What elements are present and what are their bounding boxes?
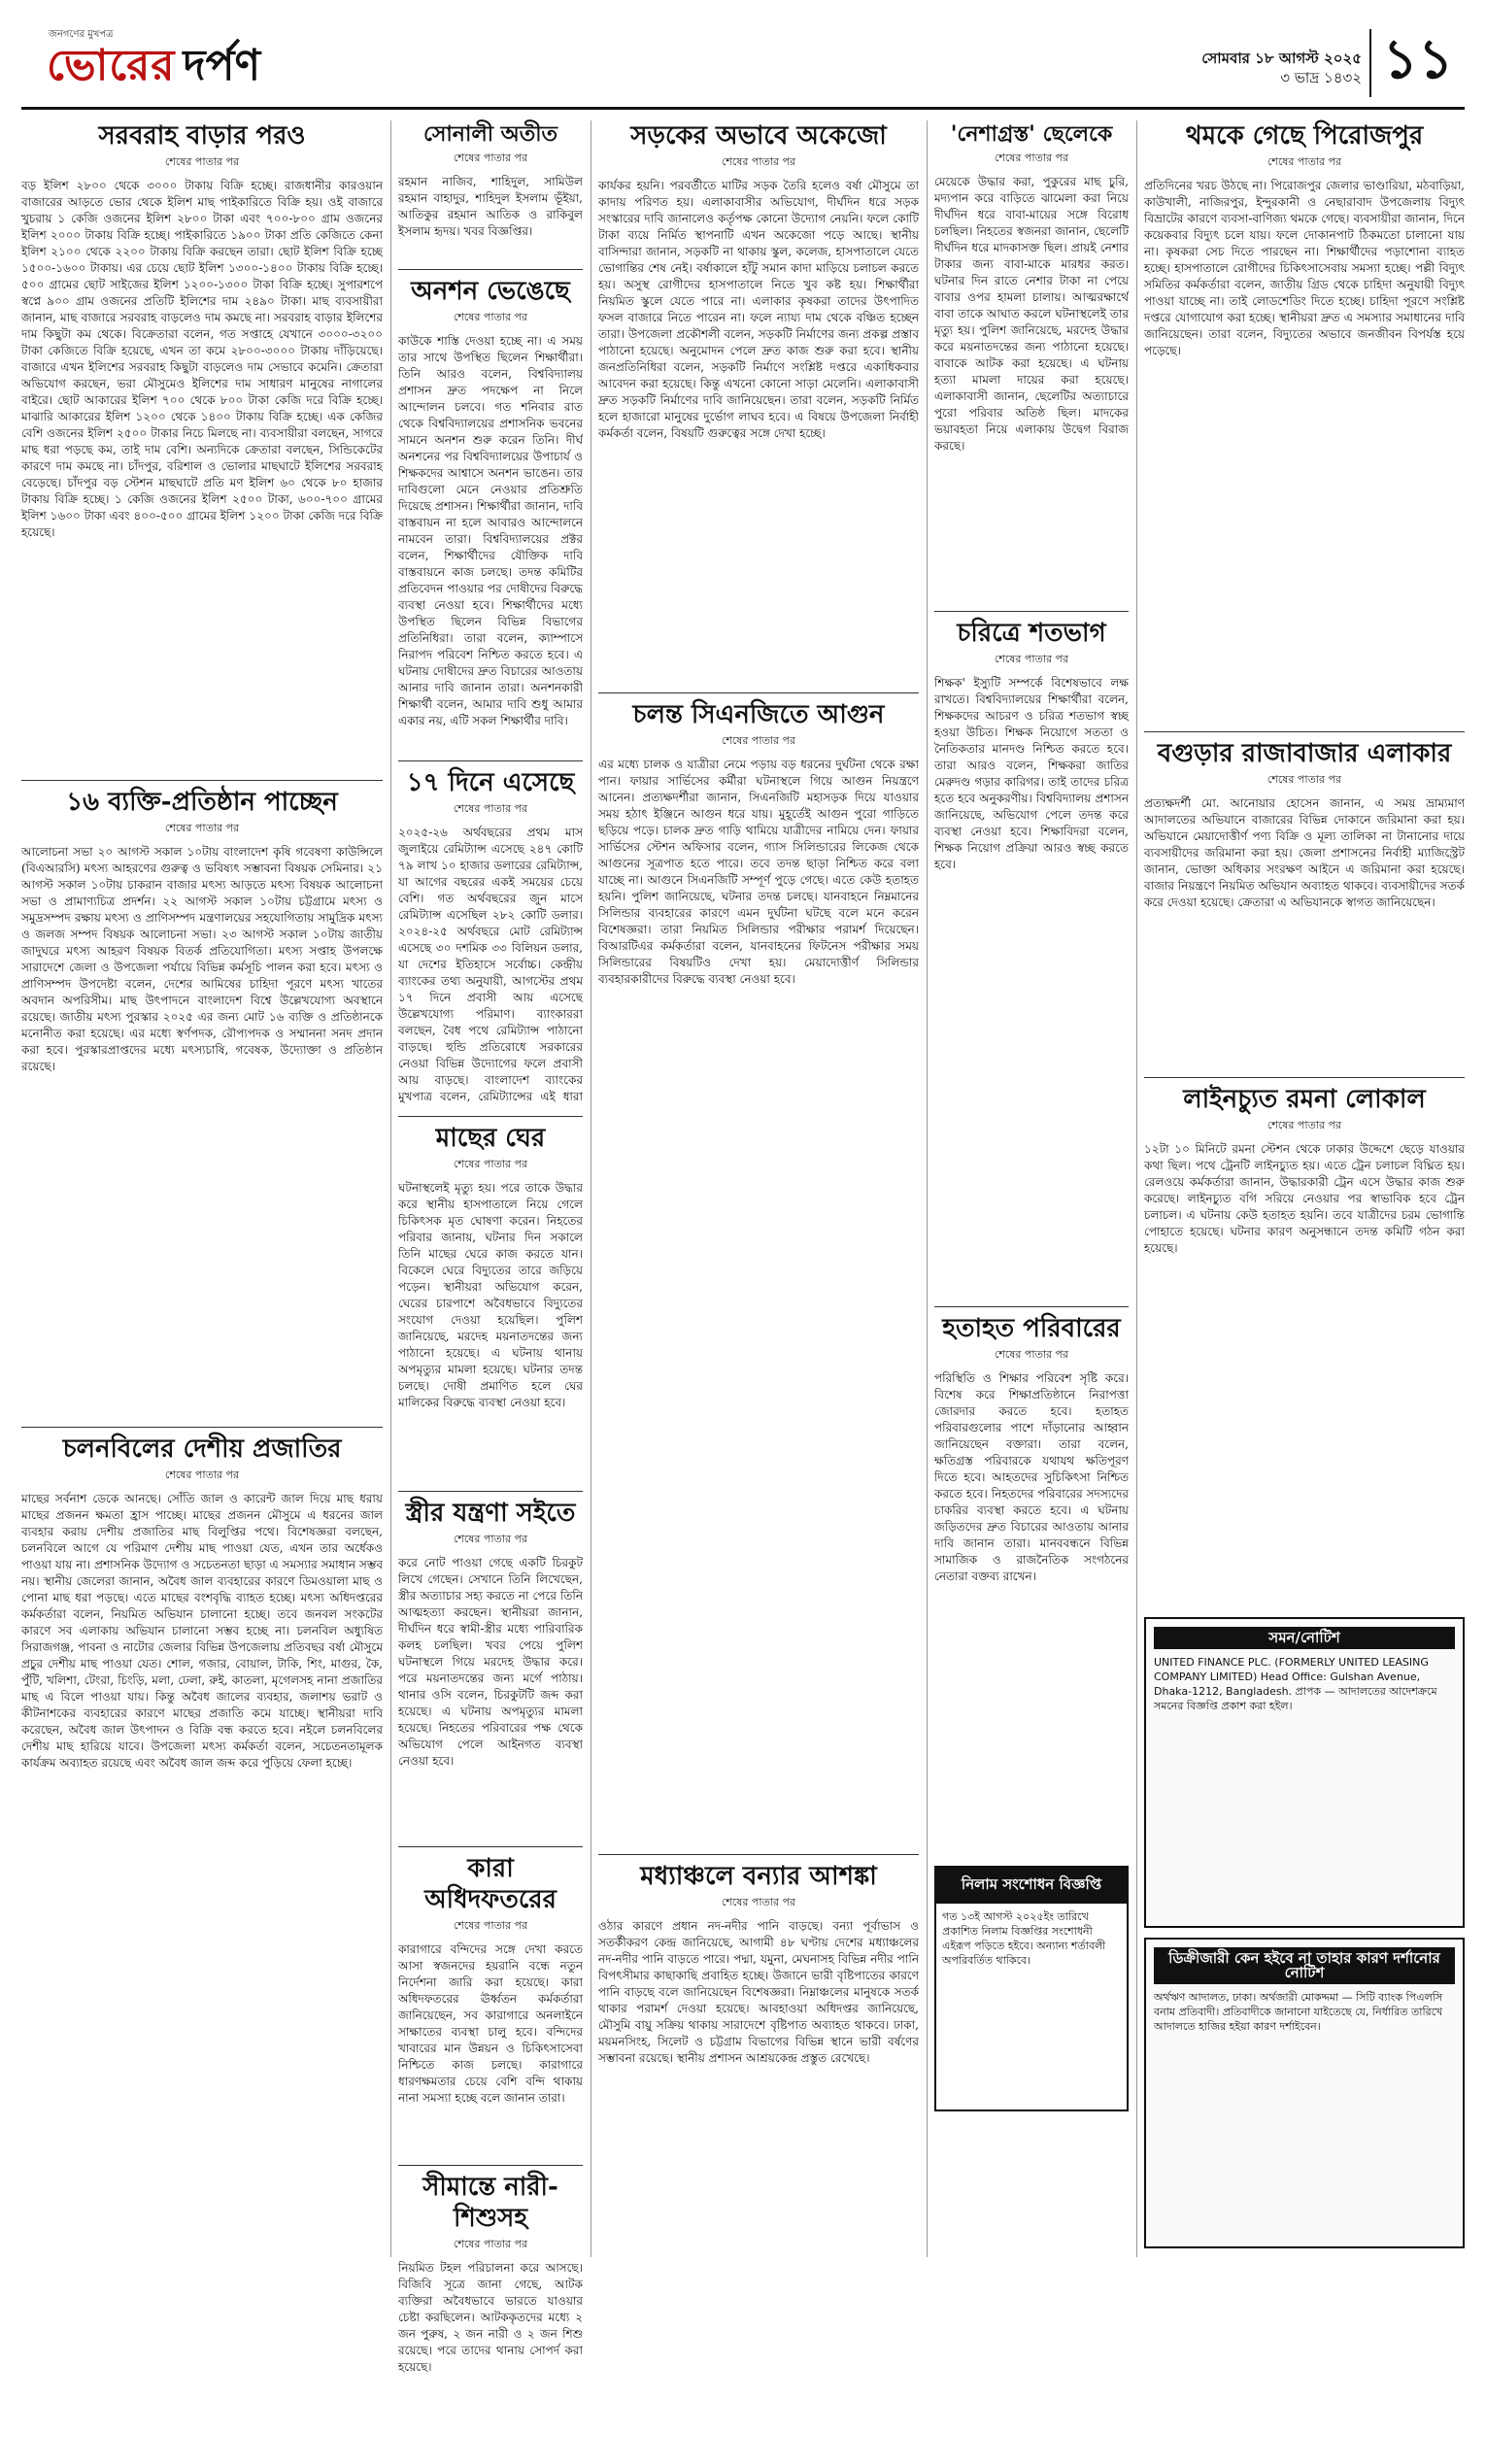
column-4	[934, 120, 1129, 2111]
continuation-label: শেষের পাতার পর	[453, 1533, 528, 1545]
summons-notice-body: UNITED FINANCE PLC. (FORMERLY UNITED LEASING COMPANY LIMITED) Head Office: Gulshan Avenue, Dhaka-1212, Bangladesh. প্রাপক — আদালতের আদেশক্রমে সমনের বিজ্ঞপ্তি প্রকাশ করা হইল।	[1154, 1656, 1437, 1712]
article-body: ১২টা ১০ মিনিটে রমনা স্টেশন থেকে ঢাকার উদ্দেশে ছেড়ে যাওয়ার কথা ছিল। পথে ট্রেনটি লাইনচ্যুত হয়। এতে ট্রেন চলাচল বিঘ্নিত হয়। রেলওয়ে কর্মকর্তারা জানান, উদ্ধারকারী ট্রেন এসে উদ্ধার কাজ শুরু করেছে। লাইনচ্যুত বগি সরিয়ে নেওয়ার পর স্বাভাবিক হবে ট্রেন চলাচল। এ ঘটনায় কেউ হতাহত হয়নি। তবে যাত্রীদের চরম ভোগান্তি পোহাতে হয়েছে। ঘটনার কারণ অনুসন্ধানে তদন্ত কমিটি গঠন করা হয়েছে।	[1144, 1142, 1465, 1255]
article	[598, 120, 919, 683]
article	[934, 618, 1129, 1297]
continuation-label: শেষের পাতার পর	[453, 311, 528, 323]
headline: বগুড়ার রাজাবাজার এলাকার	[1157, 739, 1452, 768]
article	[398, 276, 583, 751]
headline: সোনালী অতীত	[422, 121, 558, 147]
article	[934, 120, 1129, 601]
continuation-label: শেষের পাতার পর	[994, 152, 1069, 164]
continuation-label: শেষের পাতার পর	[453, 152, 528, 164]
headline: থমকে গেছে পিরোজপুর	[1185, 121, 1424, 151]
headline: সীমান্তে নারী-শিশুসহ	[422, 2173, 558, 2233]
article-body: কারাগারে বন্দিদের সঙ্গে দেখা করতে আসা স্বজনদের হয়রানি বন্ধে নতুন নির্দেশনা জারি করা হয়েছে। কারা অধিদফতরের ঊর্ধ্বতন কর্মকর্তারা জানিয়েছেন, সব কারাগারে অনলাইনে সাক্ষাতের ব্যবস্থা চালু হবে। বন্দিদের খাবারের মান উন্নয়ন ও চিকিৎসাসেবা নিশ্চিতে কাজ চলছে। কারাগারে ধারণক্ষমতার চেয়ে বেশি বন্দি থাকায় নানা সমস্যা হচ্ছে বলে জানান তারা।	[398, 1942, 583, 2105]
continuation-label: শেষের পাতার পর	[453, 2238, 528, 2250]
continuation-label: শেষের পাতার পর	[453, 1919, 528, 1932]
article	[398, 1498, 583, 1837]
headline: মধ্যাঞ্চলে বন্যার আশঙ্কা	[640, 1862, 877, 1891]
continuation-label: শেষের পাতার পর	[164, 822, 240, 834]
headline: চলনবিলের দেশীয় প্রজাতির	[62, 1435, 342, 1464]
page-number: ১১	[1369, 29, 1465, 97]
continuation-label: শেষের পাতার পর	[721, 1896, 796, 1908]
article-body: মেয়েকে উদ্ধার করা, পুকুরের মাছ চুরি, মদ্যপান করে বাড়িতে ঝামেলা করা নিয়ে দীর্ঘদিন ধরে বাবা-মায়ের সঙ্গে বিরোধ চলছিল। নিহতের স্বজনরা জানান, ছেলেটি দীর্ঘদিন ধরে মাদকাসক্ত ছিল। প্রায়ই নেশার টাকার জন্য বাবা-মাকে মারধর করত। ঘটনার দিন রাতে নেশার টাকা না পেয়ে বাবার ওপর হামলা চালায়। আত্মরক্ষার্থে বাবা তাকে আঘাত করলে ঘটনাস্থলেই তার মৃত্যু হয়। পুলিশ জানিয়েছে, মরদেহ উদ্ধার করে ময়নাতদন্তের জন্য পাঠানো হয়েছে। বাবাকে আটক করা হয়েছে। এ ঘটনায় হত্যা মামলা দায়ের করা হয়েছে। এলাকাবাসী জানান, ছেলেটির অত্যাচারে পুরো পরিবার অতিষ্ঠ ছিল। মাদকের ভয়াবহতা নিয়ে এলাকায় উদ্বেগ বিরাজ করছে।	[934, 175, 1129, 453]
article	[1144, 120, 1465, 722]
article	[934, 1313, 1129, 1856]
newspaper-page	[21, 14, 1465, 2374]
date-bangla: ৩ ভাদ্র ১৪৩২	[1280, 69, 1362, 86]
continuation-label: শেষের পাতার পর	[453, 1158, 528, 1170]
article	[21, 787, 383, 1417]
continuation-label: শেষের পাতার পর	[1266, 773, 1342, 786]
article-body: মাছের সর্বনাশ ডেকে আনছে। সোঁতি জাল ও কারেন্ট জাল দিয়ে মাছ ধরায় মাছের প্রজনন ক্ষমতা হ্রাস পাচ্ছে। মাছের প্রজনন মৌসুমে এ ধরনের জাল ব্যবহার করায় দেশীয় প্রজাতির মাছ বিলুপ্তির পথে। বিশেষজ্ঞরা বলছেন, চলনবিলে আগে যে পরিমাণ দেশীয় মাছ পাওয়া যেত, এখন তার অর্ধেকও পাওয়া যায় না। প্রশাসনিক উদ্যোগ ও সচেতনতা ছাড়া এ সমস্যার সমাধান সম্ভব নয়। স্থানীয় জেলেরা জানান, অবৈধ জাল ব্যবহারের কারণে ডিমওয়ালা মাছ ও পোনা মাছ ধরা পড়ছে। এতে মাছের বংশবৃদ্ধি ব্যাহত হচ্ছে। মৎস্য অধিদপ্তরের কর্মকর্তারা বলেন, নিয়মিত অভিযান চালানো হচ্ছে। তবে জনবল সংকটের কারণে সব এলাকায় অভিযান চালানো সম্ভব হচ্ছে না। চলনবিল অধ্যুষিত সিরাজগঞ্জ, পাবনা ও নাটোর জেলার বিভিন্ন উপজেলায় প্রতিবছর বর্ষা মৌসুমে প্রচুর দেশীয় মাছ পাওয়া যেত। শোল, গজার, বোয়াল, টাকি, শিং, মাগুর, কৈ, পুঁটি, খলিশা, টেংরা, চিংড়ি, মলা, ঢেলা, রুই, কাতলা, মৃগেলসহ নানা প্রজাতির মাছ এ বিলে পাওয়া যায়। কিন্তু অবৈধ জালের ব্যবহার, জলাশয় ভরাট ও কীটনাশকের ব্যবহারের কারণে মাছের প্রজাতি কমে যাচ্ছে। স্থানীয়রা দাবি করেছেন, অবৈধ জাল উৎপাদন ও বিক্রি বন্ধ করতে হবে। নইলে চলনবিলের দেশীয় মাছ হারিয়ে যাবে। উপজেলা মৎস্য কর্মকর্তা বলেন, সচেতনতামূলক কার্যক্রম অব্যাহত রয়েছে এবং অবৈধ জাল জব্দ করে পুড়িয়ে ফেলা হচ্ছে।	[21, 1492, 383, 1770]
article	[398, 767, 583, 1106]
auction-notice-body: গত ১৩ই আগস্ট ২০২৫ইং তারিখে প্রকাশিত নিলাম বিজ্ঞপ্তির সংশোধনী এইরূপ পড়িতে হইবে। অন্যান্য শর্তাবলী অপরিবর্তিত থাকিবে।	[942, 1910, 1106, 1967]
headline: হতাহত পরিবারের	[942, 1314, 1121, 1343]
article-body: শিক্ষক' ইস্যুটি সম্পর্কে বিশেষভাবে লক্ষ রাখতে। বিশ্ববিদ্যালয়ের শিক্ষার্থীরা বলেন, শিক্ষকদের আচরণ ও চরিত্র শতভাগ স্বচ্ছ হওয়া উচিত। শিক্ষক নিয়োগে সততা ও নৈতিকতার মানদণ্ড নিশ্চিত করতে হবে। তারা আরও বলেন, শিক্ষকরা জাতির মেরুদণ্ড গড়ার কারিগর। তাই তাদের চরিত্র হতে হবে অনুকরণীয়। বিশ্ববিদ্যালয় প্রশাসন জানিয়েছে, অভিযোগ পেলে তদন্ত করে ব্যবস্থা নেওয়া হবে। শিক্ষাবিদরা বলেন, শিক্ষক নিয়োগ প্রক্রিয়া আরও স্বচ্ছ করতে হবে।	[934, 676, 1129, 871]
article	[398, 1123, 583, 1481]
article-body: কার্যকর হয়নি। পরবর্তীতে মাটির সড়ক তৈরি হলেও বর্ষা মৌসুমে তা কাদায় পরিণত হয়। এলাকাবাসীর অভিযোগ, দীর্ঘদিন ধরে সড়ক সংস্কারের দাবি জানালেও কর্তৃপক্ষ কোনো উদ্যোগ নেয়নি। ফলে কোটি টাকা ব্যয়ে নির্মিত স্থাপনাটি এখন অকেজো পড়ে আছে। স্থানীয় বাসিন্দারা জানান, সড়কটি না থাকায় স্কুল, কলেজ, হাসপাতালে যেতে ভোগান্তির শেষ নেই। বর্ষাকালে হাঁটু সমান কাদা মাড়িয়ে চলাচল করতে হয়। অসুস্থ রোগীদের হাসপাতালে নিতে খুব কষ্ট হয়। শিক্ষার্থীরা নিয়মিত স্কুলে যেতে পারে না। এলাকার কৃষকরা তাদের উৎপাদিত ফসল বাজারে নিতে পারেন না। ফলে ন্যায্য দাম থেকে বঞ্চিত হচ্ছেন তারা। উপজেলা প্রকৌশলী বলেন, সড়কটি নির্মাণের জন্য প্রকল্প প্রস্তাব পাঠানো হয়েছে। অনুমোদন পেলে দ্রুত কাজ শুরু করা হবে। স্থানীয় জনপ্রতিনিধিরা বলেন, সড়কটি নির্মাণে সংশ্লিষ্ট দপ্তরে একাধিকবার আবেদন করা হয়েছে। কিন্তু এখনো কোনো সাড়া মেলেনি। এলাকাবাসী দ্রুত সড়কটি নির্মাণের দাবি জানিয়েছেন। তারা বলেন, সড়কটি নির্মিত হলে হাজারো মানুষের দুর্ভোগ লাঘব হবে। এ বিষয়ে উপজেলা নির্বাহী কর্মকর্তা বলেন, বিষয়টি গুরুত্বের সঙ্গে দেখা হচ্ছে।	[598, 179, 919, 440]
article-body: ২০২৫-২৬ অর্থবছরের প্রথম মাস জুলাইয়ে রেমিট্যান্স এসেছে ২৪৭ কোটি ৭৯ লাখ ১০ হাজার ডলারের রেমিট্যান্স, যা আগের বছরের একই সময়ের চেয়ে বেশি। গত অর্থবছরের জুন মাসে রেমিট্যান্স এসেছিল ২৮২ কোটি ডলার। ২০২৪-২৫ অর্থবছরে মোট রেমিট্যান্স এসেছে ৩০ দশমিক ৩৩ বিলিয়ন ডলার, যা দেশের ইতিহাসে সর্বোচ্চ। কেন্দ্রীয় ব্যাংকের তথ্য অনুযায়ী, আগস্টের প্রথম ১৭ দিনে প্রবাসী আয় এসেছে উল্লেখযোগ্য পরিমাণ। ব্যাংকাররা বলছেন, বৈধ পথে রেমিট্যান্স পাঠানো বাড়ছে। হুন্ডি প্রতিরোধে সরকারের নেওয়া বিভিন্ন উদ্যোগের ফলে প্রবাসী আয় বাড়ছে। বাংলাদেশ ব্যাংকের মুখপাত্র বলেন, রেমিট্যান্সের এই ধারা	[398, 826, 583, 1103]
continuation-label: শেষের পাতার পর	[994, 1348, 1069, 1361]
summons-notice	[1144, 1617, 1465, 1928]
article-body: কাউকে শাস্তি দেওয়া হচ্ছে না। এ সময় তার সাথে উপস্থিত ছিলেন শিক্ষার্থীরা। তিনি আরও বলেন, বিশ্ববিদ্যালয় প্রশাসন দ্রুত পদক্ষেপ না নিলে আন্দোলন চলবে। গত শনিবার রাত থেকে বিশ্ববিদ্যালয়ের প্রশাসনিক ভবনের সামনে অনশন শুরু করেন তিনি। দীর্ঘ অনশনের পর বিশ্ববিদ্যালয়ের উপাচার্য ও শিক্ষকদের আশ্বাসে অনশন ভাঙেন। তার দাবিগুলো মেনে নেওয়ার প্রতিশ্রুতি দিয়েছে প্রশাসন। শিক্ষার্থীরা জানান, দাবি বাস্তবায়ন না হলে আবারও আন্দোলনে নামবেন তারা। বিশ্ববিদ্যালয়ের প্রক্টর বলেন, শিক্ষার্থীদের যৌক্তিক দাবি বাস্তবায়নে কাজ চলছে। তদন্ত কমিটির প্রতিবেদন পাওয়ার পর দোষীদের বিরুদ্ধে ব্যবস্থা নেওয়া হবে। শিক্ষার্থীদের মধ্যে উপস্থিত ছিলেন বিভিন্ন বিভাগের প্রতিনিধিরা। তারা বলেন, ক্যাম্পাসে নিরাপদ পরিবেশ নিশ্চিত করতে হবে। এ ঘটনায় দোষীদের দ্রুত বিচারের আওতায় আনার দাবি জানান তারা। অনশনকারী শিক্ষার্থী বলেন, আমার দাবি শুধু আমার একার নয়, এটি সকল শিক্ষার্থীর দাবি।	[398, 334, 583, 727]
continuation-label: শেষের পাতার পর	[721, 734, 796, 747]
headline: লাইনচ্যুত রমনা লোকাল	[1183, 1085, 1426, 1114]
article-body: প্রত্যক্ষদর্শী মো. আনোয়ার হোসেন জানান, এ সময় ভ্রাম্যমাণ আদালতের অভিযানে বাজারের বিভিন্ন দোকানে জরিমানা করা হয়। অভিযানে মেয়াদোত্তীর্ণ পণ্য বিক্রি ও মূল্য তালিকা না টানানোর দায়ে ব্যবসায়ীদের জরিমানা করা হয়। জেলা প্রশাসনের নির্বাহী ম্যাজিস্ট্রেট জানান, ভোক্তা অধিকার সংরক্ষণ আইনে এ জরিমানা করা হয়েছে। বাজার নিয়ন্ত্রণে নিয়মিত অভিযান অব্যাহত থাকবে। ব্যবসায়ীদের সতর্ক করে দেওয়া হয়েছে। ক্রেতারা এ অভিযানকে স্বাগত জানিয়েছেন।	[1144, 796, 1465, 909]
headline: চলন্ত সিএনজিতে আগুন	[632, 700, 885, 729]
decree-notice-title: ডিক্রীজারী কেন হইবে না তাহার কারণ দর্শানোর নোটিশ	[1154, 1947, 1455, 1984]
column-3	[598, 120, 919, 2278]
article	[1144, 1084, 1465, 1607]
summons-notice-title: সমন/নোটিশ	[1154, 1627, 1455, 1649]
headline: মাছের ঘের	[435, 1124, 546, 1153]
article-body: এর মধ্যে চালক ও যাত্রীরা নেমে পড়ায় বড় ধরনের দুর্ঘটনা থেকে রক্ষা পান। ফায়ার সার্ভিসের কর্মীরা ঘটনাস্থলে গিয়ে আগুন নিয়ন্ত্রণে আনেন। প্রত্যক্ষদর্শীরা জানান, সিএনজিটি মহাসড়ক দিয়ে যাওয়ার সময় হঠাৎ ইঞ্জিনে আগুন ধরে যায়। মুহূর্তেই আগুন পুরো গাড়িতে ছড়িয়ে পড়ে। চালক দ্রুত গাড়ি থামিয়ে যাত্রীদের নামিয়ে দেন। ফায়ার সার্ভিসের স্টেশন অফিসার বলেন, গ্যাস সিলিন্ডারের লিকেজ থেকে আগুনের সূত্রপাত হতে পারে। তবে তদন্ত ছাড়া নিশ্চিত করে বলা যাচ্ছে না। আগুনে সিএনজিটি সম্পূর্ণ পুড়ে গেছে। এতে কেউ হতাহত হয়নি। পুলিশ জানিয়েছে, ঘটনার তদন্ত চলছে। যানবাহনে নিম্নমানের সিলিন্ডার ব্যবহারের কারণে এমন দুর্ঘটনা ঘটছে বলে মনে করেন বিশেষজ্ঞরা। তারা নিয়মিত সিলিন্ডার পরীক্ষার পরামর্শ দিয়েছেন। বিআরটিএর কর্মকর্তারা বলেন, যানবাহনের ফিটনেস পরীক্ষার সময় সিলিন্ডারের বিষয়টিও দেখা হয়। মেয়াদোত্তীর্ণ সিলিন্ডার ব্যবহারকারীদের বিরুদ্ধে ব্যবস্থা নেওয়া হবে।	[598, 758, 919, 986]
article-body: করে নোট পাওয়া গেছে একটি চিরকুট লিখে গেছেন। সেখানে তিনি লিখেছেন, স্ত্রীর অত্যাচার সহ্য করতে না পেরে তিনি আত্মহত্যা করছেন। স্থানীয়রা জানান, দীর্ঘদিন ধরে স্বামী-স্ত্রীর মধ্যে পারিবারিক কলহ চলছিল। খবর পেয়ে পুলিশ ঘটনাস্থলে গিয়ে মরদেহ উদ্ধার করে। পরে ময়নাতদন্তের জন্য মর্গে পাঠায়। থানার ওসি বলেন, চিরকুটটি জব্দ করা হয়েছে। এ ঘটনায় অপমৃত্যুর মামলা হয়েছে। নিহতের পরিবারের পক্ষ থেকে অভিযোগ পেলে আইনগত ব্যবস্থা নেওয়া হবে।	[398, 1556, 583, 1768]
headline: ১৬ ব্যক্তি-প্রতিষ্ঠান পাচ্ছেন	[66, 788, 338, 817]
decree-notice-body: অর্থঋণ আদালত, ঢাকা। অর্থজারী মোকদ্দমা — সিটি ব্যাংক পিএলসি বনাম প্রতিবাদী। প্রতিবাদীকে জানানো যাইতেছে যে, নির্ধারিত তারিখে আদালতে হাজির হইয়া কারণ দর্শাইবেন।	[1154, 1991, 1443, 2033]
article	[398, 120, 583, 259]
masthead	[21, 14, 1465, 110]
article	[598, 699, 919, 1844]
date-gregorian: সোমবার ১৮ আগস্ট ২০২৫	[1201, 50, 1362, 67]
headline: সড়কের অভাবে অকেজো	[630, 121, 887, 151]
continuation-label: শেষের পাতার পর	[164, 1468, 240, 1481]
headline: ১৭ দিনে এসেছে	[406, 768, 575, 797]
continuation-label: শেষের পাতার পর	[721, 155, 796, 168]
headline: স্ত্রীর যন্ত্রণা সইতে	[405, 1499, 576, 1528]
headline: 'নেশাগ্রস্ত' ছেলেকে	[950, 121, 1113, 147]
article	[398, 1853, 583, 2155]
tagline: জনগণের মুখপত্র	[49, 29, 114, 40]
article-body: নিয়মিত টহল পরিচালনা করে আসছে। বিজিবি সূত্রে জানা গেছে, আটক ব্যক্তিরা অবৈধভাবে ভারতে যাওয়ার চেষ্টা করছিলেন। আটককৃতদের মধ্যে ২ জন পুরুষ, ২ জন নারী ও ২ জন শিশু রয়েছে। পরে তাদের থানায় সোপর্দ করা হয়েছে।	[398, 2261, 583, 2374]
article	[21, 1434, 383, 2239]
continuation-label: শেষের পাতার পর	[1266, 155, 1342, 168]
logo-part2: দর্পণ	[183, 40, 261, 90]
article	[398, 2172, 583, 2454]
article-body: রহমান নাজিব, শাহিদুল, সামিউল রহমান বাহাদুর, শাহিদুল ইসলাম ভূঁইয়া, আতিকুর রহমান আতিক ও রাকিবুল ইসলাম হৃদয়। খবর বিজ্ঞপ্তির।	[398, 175, 583, 238]
auction-notice-title: নিলাম সংশোধন বিজ্ঞপ্তি	[936, 1868, 1127, 1904]
article-body: বড় ইলিশ ২৮০০ থেকে ৩০০০ টাকায় বিক্রি হচ্ছে। রাজধানীর কারওয়ান বাজারের আড়তে ভোর থেকে ইলিশ মাছ পাইকারিতে বিক্রি হয়। ওই বাজারে খুচরায় ১ কেজি ওজনের ইলিশ ২৮০০ টাকা এবং ৭০০-৮০০ গ্রাম ওজনের ইলিশ ২০০০ টাকায় বিক্রি হচ্ছে। পাইকারিতে ১৯০০ টাকা প্রতি কেজিতে কেনা ইলিশ ২১০০ থেকে ২২০০ টাকায় বিক্রি করছেন তারা। ছোট ইলিশ বিক্রি হচ্ছে ১৫০০-১৬০০ টাকায়। এর চেয়ে ছোট ইলিশ ১৩০০-১৪০০ টাকায় বিক্রি হচ্ছে। ৫০০ গ্রামের ছোট সাইজের ইলিশ ১২০০-১৩০০ টাকা বিক্রি হচ্ছে। সুপারশপে স্বপ্নে ৯০০ গ্রাম ওজনের প্রতিটি ইলিশের দাম ২৪৯০ টাকা। মাছ ব্যবসায়ীরা জানান, মাছ বাজারে সরবরাহ বাড়লেও দাম কমছে না। সরবরাহ বাড়ার ইলিশের দাম কিছুটা কম থেকে। বিক্রেতারা বলেন, গত সপ্তাহে যেখানে ৩০০০-৩২০০ টাকা কেজিতে বিক্রি হয়েছে, এখন তা কমে ২৮০০-৩০০০ টাকায় দাঁড়িয়েছে। বাজারে এখন ইলিশের সরবরাহ কিছুটা বাড়লেও দাম সেভাবে কমেনি। ক্রেতারা অভিযোগ করছেন, ভরা মৌসুমেও ইলিশের দাম সাধারণ মানুষের নাগালের বাইরে। ছোট আকারের ইলিশ ৭০০ থেকে ৮০০ টাকা কেজি দরে বিক্রি হচ্ছে। মাঝারি আকারের ইলিশ ১২০০ থেকে ১৪০০ টাকায় বিক্রি হচ্ছে। এক কেজির বেশি ওজনের ইলিশ ২৫০০ টাকার নিচে মিলছে না। ব্যবসায়ীরা বলছেন, সাগরে মাছ ধরা পড়ছে কম, তাই দাম বেশি। অন্যদিকে ক্রেতারা বলছেন, সিন্ডিকেটের কারণে দাম কমছে না। চাঁদপুর, বরিশাল ও ভোলার মাছঘাটে ইলিশের সরবরাহ বেড়েছে। চাঁদপুর বড় স্টেশন মাছঘাটে প্রতি মণ ইলিশ ৬০ থেকে ৮০ হাজার টাকায় বিক্রি হচ্ছে। ১ কেজি ওজনের ইলিশ ২৫০০ টাকা, ৬০০-৭০০ গ্রামের ইলিশ ১৬০০ টাকা এবং ৪০০-৫০০ গ্রামের ইলিশ ১২০০ টাকা কেজি দরে বিক্রি হয়েছে।	[21, 179, 383, 539]
decree-notice	[1144, 1938, 1465, 2248]
column-1	[21, 120, 383, 2248]
article-body: প্রতিদিনের খরচ উঠছে না। পিরোজপুর জেলার ভাণ্ডারিয়া, মঠবাড়িয়া, কাউখালী, নাজিরপুর, ইন্দুরকানী ও নেছারাবাদ উপজেলায় বিদ্যুৎ বিভ্রাটের কারণে ব্যবসা-বাণিজ্য থমকে গেছে। ব্যবসায়ীরা জানান, দিনে কয়েকবার বিদ্যুৎ চলে যায়। ফলে দোকানপাট ঠিকমতো চালানো যায় না। কৃষকরা সেচ দিতে পারছেন না। শিক্ষার্থীদের পড়াশোনা ব্যাহত হচ্ছে। হাসপাতালে রোগীদের চিকিৎসাসেবায় সমস্যা হচ্ছে। পল্লী বিদ্যুৎ সমিতির কর্মকর্তারা বলেন, জাতীয় গ্রিড থেকে চাহিদা অনুযায়ী বিদ্যুৎ পাওয়া যাচ্ছে না। তাই লোডশেডিং দিতে হচ্ছে। চাহিদা পূরণে সংশ্লিষ্ট দপ্তরে যোগাযোগ করা হচ্ছে। স্থানীয়রা দ্রুত এ সমস্যার সমাধানের দাবি জানিয়েছেন। তারা বলেন, বিদ্যুতের অভাবে জনজীবন বিপর্যস্ত হয়ে পড়েছে।	[1144, 179, 1465, 357]
article	[1144, 738, 1465, 1067]
headline: কারা অধিদফতরের	[424, 1854, 557, 1914]
continuation-label: শেষের পাতার পর	[994, 653, 1069, 665]
continuation-label: শেষের পাতার পর	[1266, 1119, 1342, 1131]
headline: সরবরাহ বাড়ার পরও	[98, 121, 306, 151]
continuation-label: শেষের পাতার পর	[453, 802, 528, 815]
article-body: পরিস্থিতি ও শিক্ষার পরিবেশ সৃষ্টি করে। বিশেষ করে শিক্ষাপ্রতিষ্ঠানে নিরাপত্তা জোরদার করতে হবে। হতাহত পরিবারগুলোর পাশে দাঁড়ানোর আহ্বান জানিয়েছেন বক্তারা। তারা বলেন, ক্ষতিগ্রস্ত পরিবারকে যথাযথ ক্ষতিপূরণ দিতে হবে। আহতদের সুচিকিৎসা নিশ্চিত করতে হবে। নিহতদের পরিবারের সদস্যদের চাকরির ব্যবস্থা করতে হবে। এ ঘটনায় জড়িতদের দ্রুত বিচারের আওতায় আনার দাবি জানান তারা। মানববন্ধনে বিভিন্ন সামাজিক ও রাজনৈতিক সংগঠনের নেতারা বক্তব্য রাখেন।	[934, 1371, 1129, 1583]
headline: চরিত্রে শতভাগ	[957, 619, 1106, 648]
column-2	[398, 120, 583, 2464]
continuation-label: শেষের পাতার পর	[164, 155, 240, 168]
dateline	[1070, 49, 1362, 87]
article-body: ঘটনাস্থলেই মৃত্যু হয়। পরে তাকে উদ্ধার করে স্থানীয় হাসপাতালে নিয়ে গেলে চিকিৎসক মৃত ঘোষণা করেন। নিহতের পরিবার জানায়, ঘটনার দিন সকালে তিনি মাছের ঘেরে কাজ করতে যান। বিকেলে ঘেরে বিদ্যুতের তারে জড়িয়ে পড়েন। স্থানীয়রা অভিযোগ করেন, ঘেরের চারপাশে অবৈধভাবে বিদ্যুতের সংযোগ দেওয়া হয়েছিল। পুলিশ জানিয়েছে, মরদেহ ময়নাতদন্তের জন্য পাঠানো হয়েছে। এ ঘটনায় থানায় অপমৃত্যুর মামলা হয়েছে। ঘটনার তদন্ত চলছে। দোষী প্রমাণিত হলে ঘের মালিকের বিরুদ্ধে ব্যবস্থা নেওয়া হবে।	[398, 1181, 583, 1409]
auction-correction-notice	[934, 1866, 1129, 2111]
article	[598, 1861, 919, 2268]
article	[21, 120, 383, 770]
newspaper-logo	[47, 39, 260, 97]
column-5	[1144, 120, 1465, 2248]
article-body: ওঠার কারণে প্রধান নদ-নদীর পানি বাড়ছে। বন্যা পূর্বাভাস ও সতর্কীকরণ কেন্দ্র জানিয়েছে, আগামী ৪৮ ঘণ্টায় দেশের মধ্যাঞ্চলের নদ-নদীর পানি বাড়তে পারে। পদ্মা, যমুনা, মেঘনাসহ বিভিন্ন নদীর পানি বিপৎসীমার কাছাকাছি প্রবাহিত হচ্ছে। উজানে ভারী বৃষ্টিপাতের কারণে পানি বাড়ছে বলে জানিয়েছেন বিশেষজ্ঞরা। নিম্নাঞ্চলের মানুষকে সতর্ক থাকার পরামর্শ দেওয়া হয়েছে। আবহাওয়া অধিদপ্তর জানিয়েছে, মৌসুমি বায়ু সক্রিয় থাকায় সারাদেশে বৃষ্টিপাত অব্যাহত থাকবে। ঢাকা, ময়মনসিংহ, সিলেট ও চট্টগ্রাম বিভাগের বিভিন্ন স্থানে ভারী বর্ষণের সম্ভাবনা রয়েছে। স্থানীয় প্রশাসন আশ্রয়কেন্দ্র প্রস্তুত রেখেছে।	[598, 1919, 919, 2065]
logo-part1: ভোরের	[47, 40, 176, 90]
headline: অনশন ভেঙেছে	[411, 277, 570, 306]
article-body: আলোচনা সভা ২০ আগস্ট সকাল ১০টায় বাংলাদেশ কৃষি গবেষণা কাউন্সিলে (বিএআরসি) মৎস্য আহরণের গুরুত্ব ও ভবিষ্যৎ সম্ভাবনা বিষয়ক সেমিনার। ২১ আগস্ট সকাল ১০টায় চাকরান বাজার মৎস্য আড়তে মৎস্য বিষয়ক আলোচনা সভা ও প্রামাণ্যচিত্র প্রদর্শন। ২২ আগস্ট সকাল ১০টায় চট্টগ্রামে মৎস্য ও সমুদ্রসম্পদ রক্ষায় মৎস্য ও প্রাণিসম্পদ মন্ত্রণালয়ের সহযোগিতায় সামুদ্রিক মৎস্য ও জলজ সম্পদ বিষয়ক আলোচনা সভা। ২৩ আগস্ট সকাল ১০টায় জাতীয় জাদুঘরে মৎস্য আহরণ বিষয়ক বিতর্ক প্রতিযোগিতা। মৎস্য সপ্তাহ উপলক্ষে সারাদেশে জেলা ও উপজেলা পর্যায়ে বিভিন্ন কর্মসূচি পালন করা হবে। মৎস্য ও প্রাণিসম্পদ উপদেষ্টা বলেন, দেশের আমিষের চাহিদা পূরণে মৎস্য খাতের অবদান অপরিসীম। মাছ উৎপাদনে বাংলাদেশ বিশ্বে উল্লেখযোগ্য অবস্থানে রয়েছে। জাতীয় মৎস্য পুরস্কার ২০২৫ এর জন্য মোট ১৬ ব্যক্তি ও প্রতিষ্ঠানকে মনোনীত করা হয়েছে। এর মধ্যে স্বর্ণপদক, রৌপ্যপদক ও সম্মাননা সনদ প্রদান করা হবে। পুরস্কারপ্রাপ্তদের মধ্যে মৎস্যচাষি, গবেষক, উদ্যোক্তা ও প্রতিষ্ঠান রয়েছে।	[21, 845, 383, 1073]
